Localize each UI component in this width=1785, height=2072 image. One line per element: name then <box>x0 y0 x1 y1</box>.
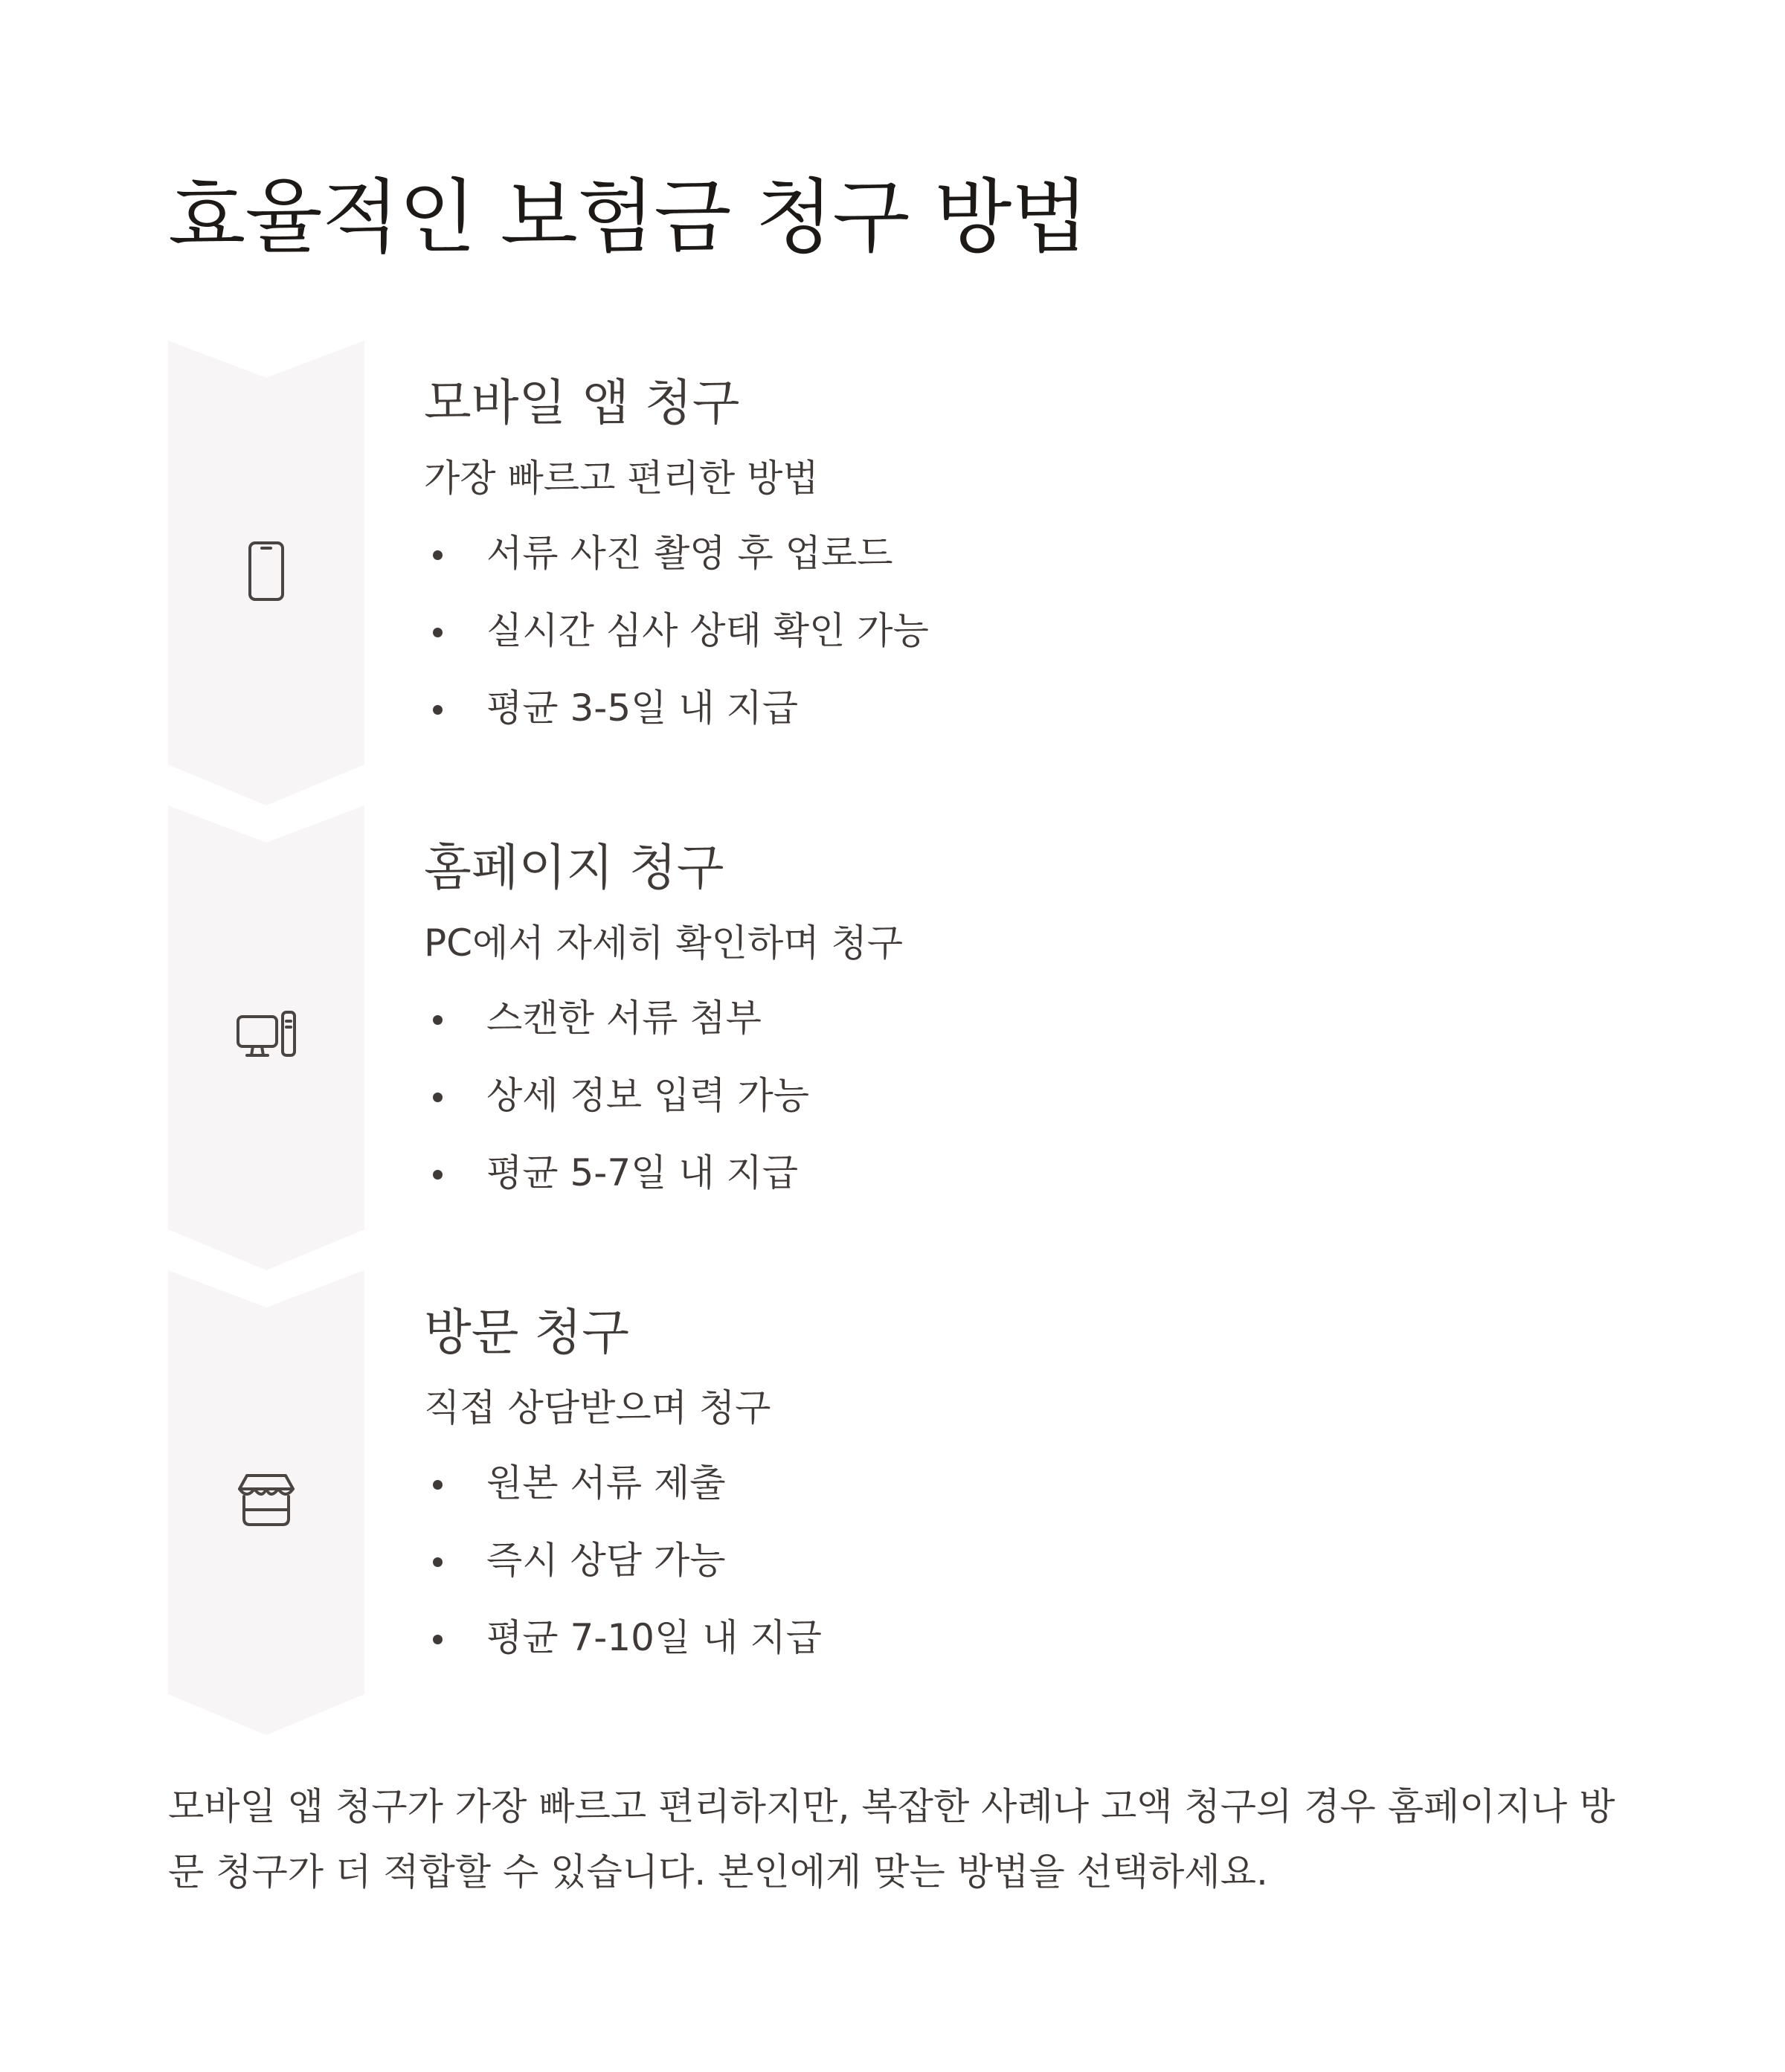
method-feature-list <box>424 528 1614 733</box>
list-item: 상세 정보 입력 가능 <box>424 1070 1614 1121</box>
method-subtitle: 직접 상담받으며 청구 <box>424 1386 771 1429</box>
method-title: 방문 청구 <box>424 1304 630 1361</box>
desktop-computer-icon <box>237 1005 296 1064</box>
method-subtitle: PC에서 자세히 확인하며 청구 <box>424 921 904 965</box>
storefront-icon <box>237 1470 296 1529</box>
list-item: 평균 7-10일 내 지급 <box>424 1612 1614 1663</box>
list-item: 즉시 상담 가능 <box>424 1535 1614 1586</box>
list-item: 서류 사진 촬영 후 업로드 <box>424 528 1614 579</box>
list-item: 원본 서류 제출 <box>424 1458 1614 1508</box>
method-title: 홈페이지 청구 <box>424 839 724 896</box>
method-mobile-app <box>168 341 1656 805</box>
method-title: 모바일 앱 청구 <box>424 374 740 431</box>
method-feature-list <box>424 993 1614 1198</box>
method-subtitle: 가장 빠르고 편리한 방법 <box>424 457 819 500</box>
page-title: 효율적인 보험금 청구 방법 <box>168 171 1088 264</box>
list-item: 평균 3-5일 내 지급 <box>424 683 1614 733</box>
list-item: 실시간 심사 상태 확인 가능 <box>424 605 1614 656</box>
summary-paragraph: 모바일 앱 청구가 가장 빠르고 편리하지만, 복잡한 사례나 고액 청구의 경우 홈페이지나 방문 청구가 더 적합할 수 있습니다. 본인에게 맞는 방법을 선택하세요. <box>168 1785 1615 1894</box>
smartphone-icon <box>237 541 296 601</box>
method-visit <box>168 1270 1656 1735</box>
list-item: 스캔한 서류 첨부 <box>424 993 1614 1043</box>
method-homepage <box>168 805 1656 1270</box>
method-feature-list <box>424 1458 1614 1663</box>
list-item: 평균 5-7일 내 지급 <box>424 1148 1614 1198</box>
